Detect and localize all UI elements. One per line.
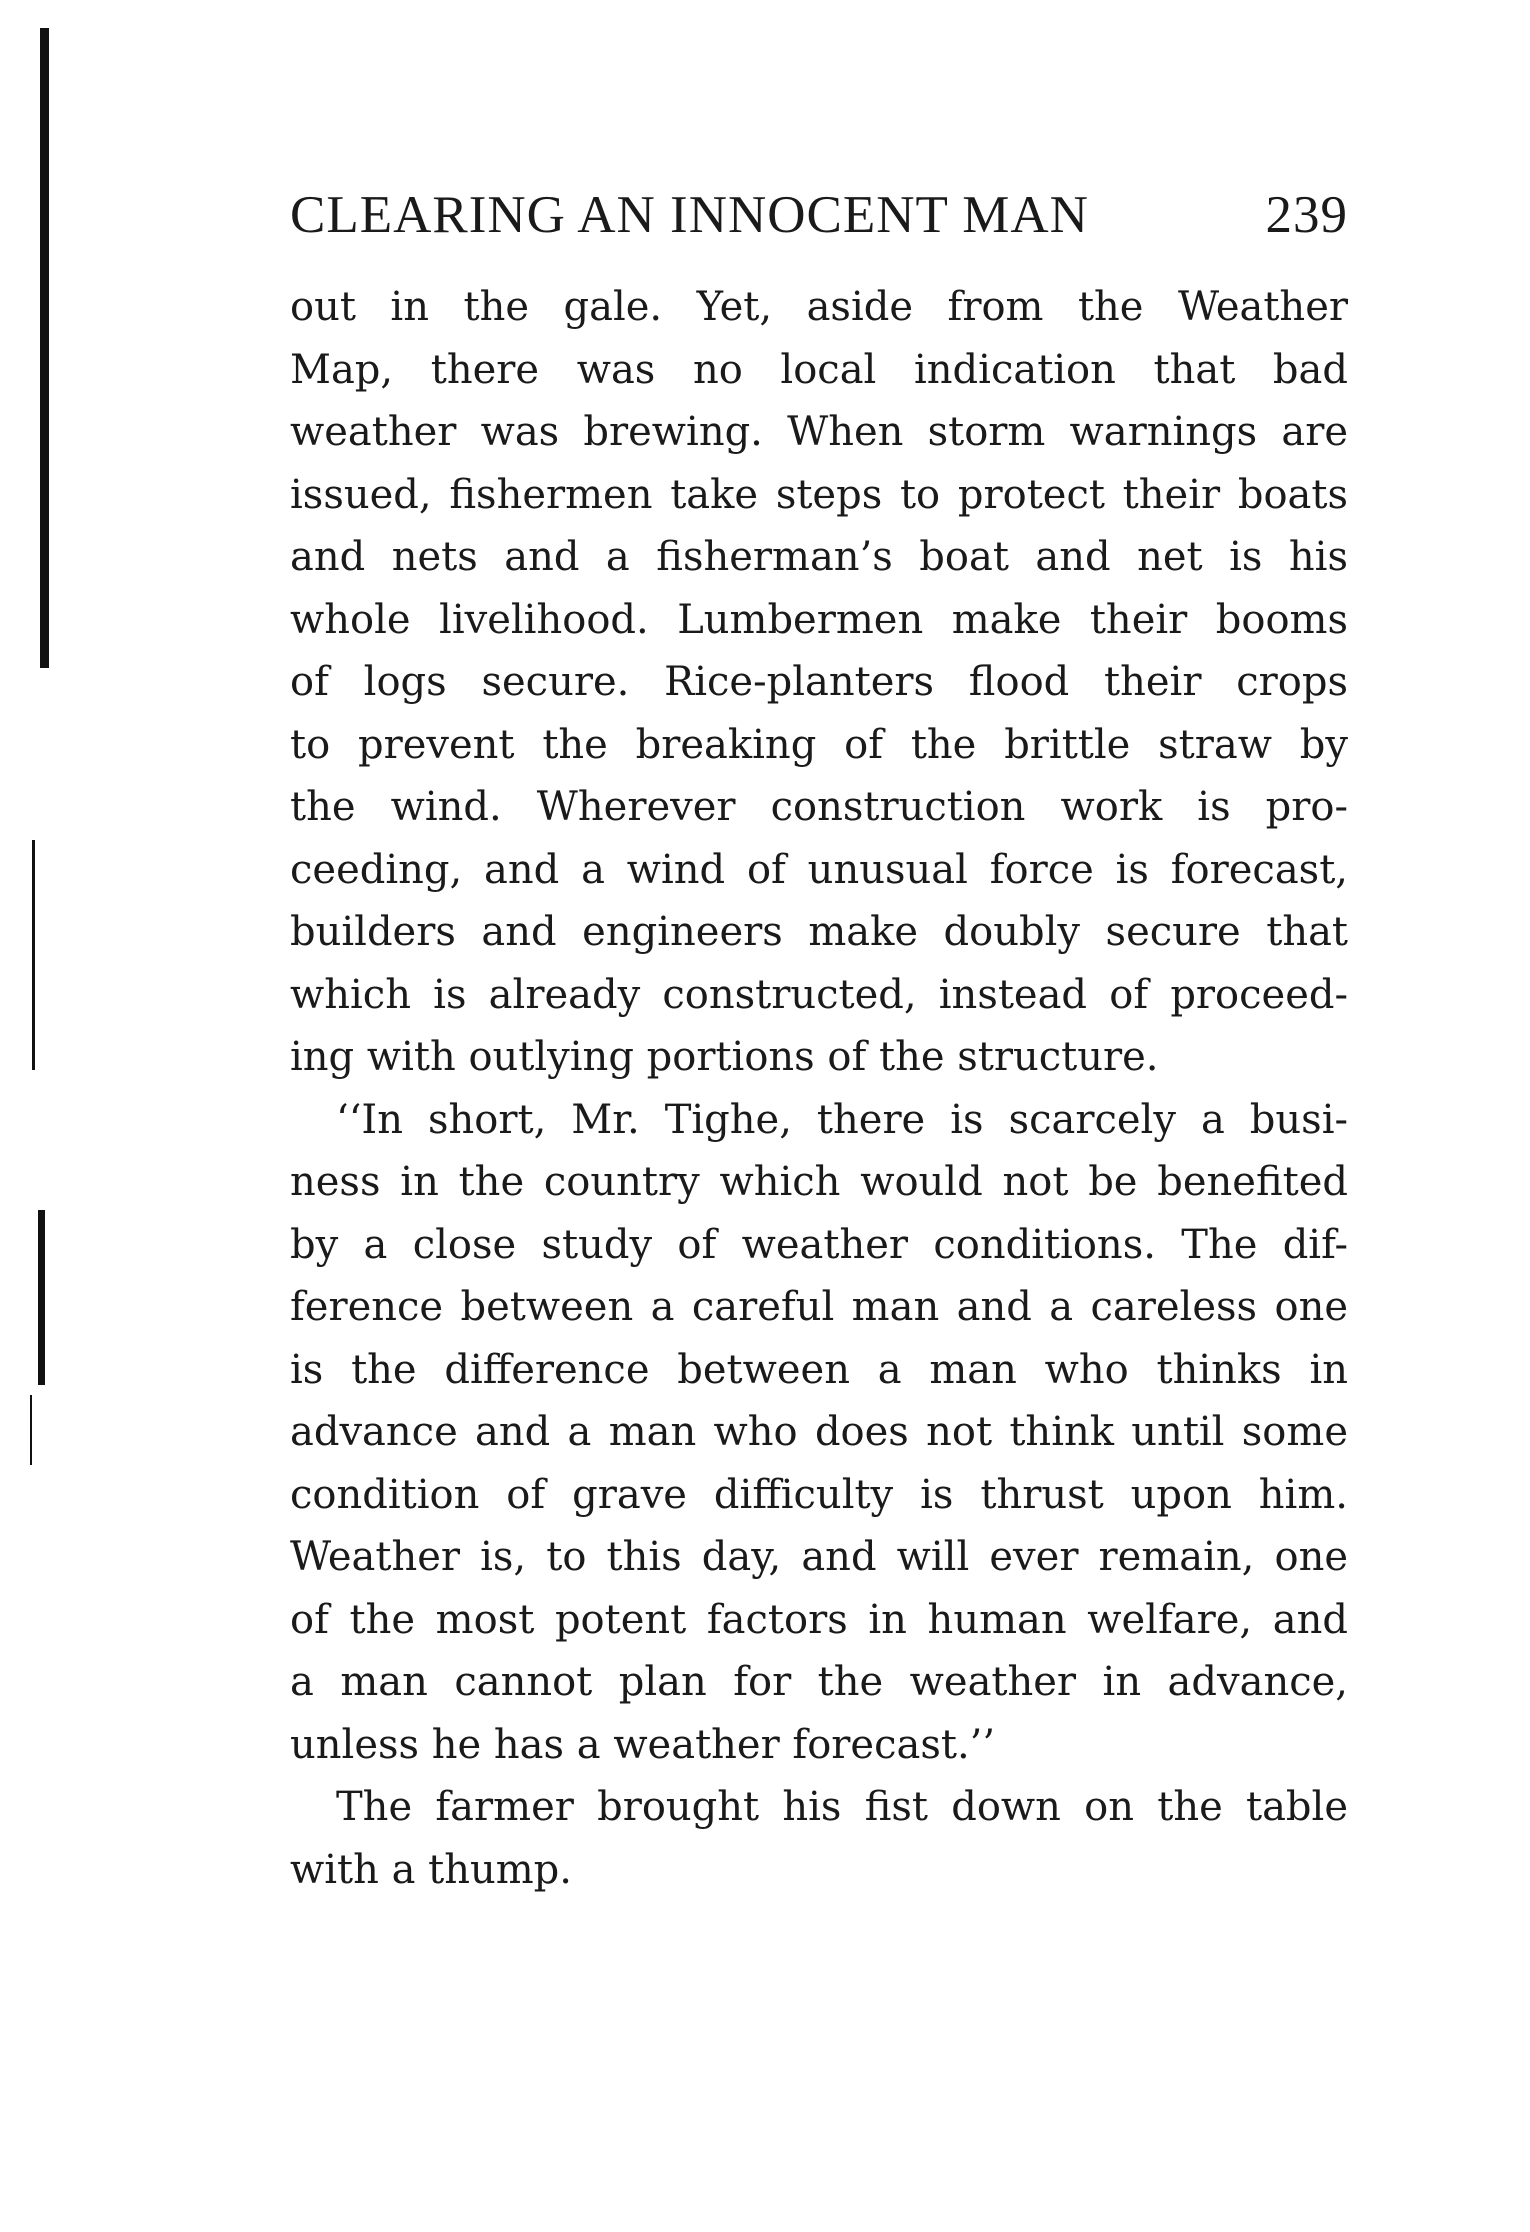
- text-line: condition of grave difficulty is thrust upon him.: [290, 1471, 1348, 1518]
- text-line: by a close study of weather conditions. The dif-: [290, 1221, 1348, 1268]
- page-number: 239: [1265, 186, 1348, 244]
- chapter-title: CLEARING AN INNOCENT MAN: [290, 186, 1089, 244]
- text-line: a man cannot plan for the weather in advance,: [290, 1659, 1348, 1705]
- text-line: ceeding, and a wind of unusual force is forecast,: [290, 846, 1348, 893]
- running-head: [290, 185, 1348, 255]
- text-line: and nets and a fisherman’s boat and net is his: [290, 534, 1348, 580]
- text-line: Weather is, to this day, and will ever remain, one: [290, 1534, 1348, 1580]
- text-line: with a thump.: [290, 1846, 572, 1893]
- text-line: Map, there was no local indication that bad: [290, 346, 1348, 393]
- text-line: weather was brewing. When storm warnings are: [290, 409, 1348, 455]
- text-line: is the difference between a man who thinks in: [290, 1346, 1348, 1393]
- scan-artifact-mark: [40, 28, 49, 668]
- scan-artifact-mark: [30, 1395, 32, 1465]
- scan-artifact-mark: [38, 1210, 45, 1385]
- scan-artifact-mark: [32, 840, 35, 1070]
- text-line: to prevent the breaking of the brittle straw by: [290, 721, 1348, 768]
- text-line: builders and engineers make doubly secure that: [290, 909, 1348, 955]
- text-line: issued, fishermen take steps to protect their boats: [290, 471, 1348, 518]
- text-line: unless he has a weather forecast.’’: [290, 1721, 996, 1768]
- text-line: ness in the country which would not be benefited: [290, 1159, 1348, 1205]
- text-line: ‘‘In short, Mr. Tighe, there is scarcely a busi-: [336, 1096, 1348, 1143]
- text-line: the wind. Wherever construction work is pro-: [290, 784, 1348, 830]
- body-text: [290, 276, 1348, 1901]
- text-line: ing with outlying portions of the structure.: [290, 1034, 1159, 1080]
- text-line: The farmer brought his fist down on the table: [336, 1784, 1348, 1830]
- text-line: out in the gale. Yet, aside from the Weather: [290, 284, 1348, 330]
- text-line: of the most potent factors in human welfare, and: [290, 1596, 1348, 1643]
- text-line: whole livelihood. Lumbermen make their booms: [290, 596, 1348, 643]
- text-line: advance and a man who does not think until some: [290, 1409, 1348, 1455]
- text-line: of logs secure. Rice-planters flood their crops: [290, 659, 1348, 705]
- text-line: ference between a careful man and a careless one: [290, 1284, 1348, 1330]
- text-line: which is already constructed, instead of proceed-: [290, 971, 1348, 1018]
